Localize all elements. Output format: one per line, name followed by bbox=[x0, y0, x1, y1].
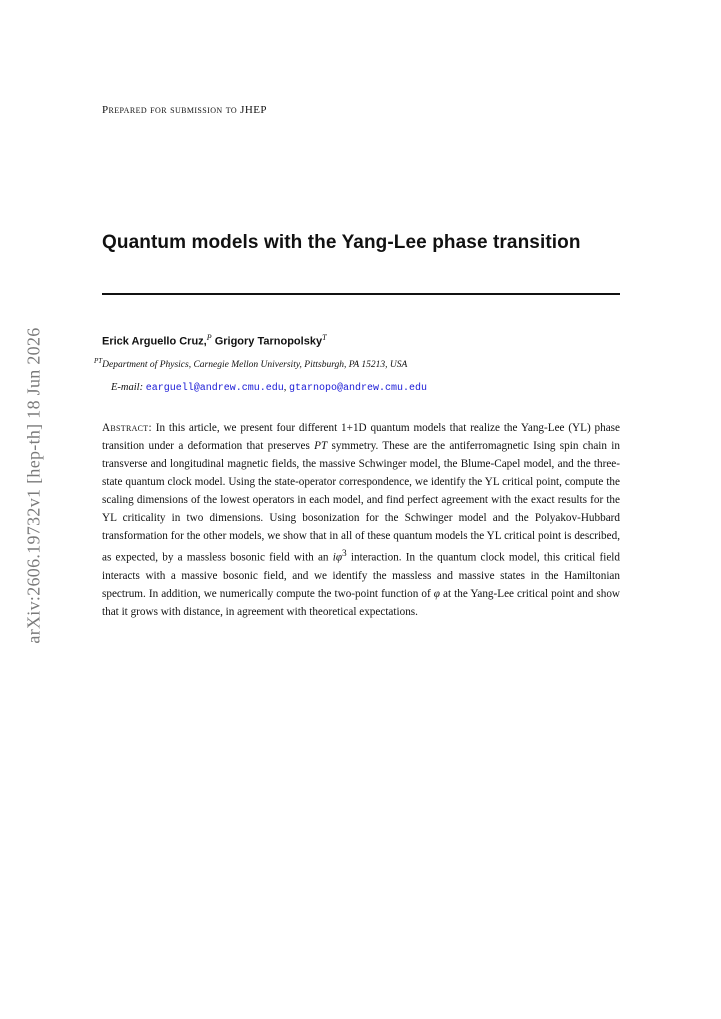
author-list bbox=[102, 333, 327, 348]
pt-symbol: PT bbox=[314, 440, 328, 452]
abstract bbox=[102, 419, 620, 621]
paper-title: Quantum models with the Yang-Lee phase transition bbox=[102, 232, 581, 253]
phi-symbol: φ bbox=[433, 587, 440, 600]
author-affiliation-mark: P bbox=[206, 333, 212, 342]
abstract-text: symmetry. These are the antiferromagnetic Ising spin chain in transverse and longitudinal magnetic fields, the massive Schwinger model, the Blume-Capel model, and the three-state quantum clock model. Using the state-operator correspondence, we identify the YL critical point, compute the scaling dimensions of the lowest operators in each model, and find perfect agreement with the exact results for the YL criticality in two dimensions. Using bosonization for the Schwinger model and the Polyakov-Hubbard transformation for the other models, we show that in all of these quantum models the YL critical point is described, as expected, by a massless bosonic field with an bbox=[102, 440, 620, 564]
arxiv-stamp bbox=[20, 300, 48, 670]
author-affiliation-mark: T bbox=[322, 333, 327, 342]
arxiv-stamp-text: arXiv:2606.19732v1 [hep-th] 18 Jun 2026 bbox=[23, 326, 44, 644]
cube-exponent: 3 bbox=[342, 549, 347, 559]
abstract-text: interaction. In the quantum clock model, this critical field interacts with a massive bosonic field, and we identify the massless and massive states in the Hamiltonian spectrum. In addition, we numerically compute the two-point function of bbox=[102, 551, 620, 600]
submission-note: Prepared for submission to JHEP bbox=[102, 104, 267, 116]
iphi-symbol: iφ bbox=[332, 551, 343, 564]
abstract-label: Abstract: bbox=[102, 422, 152, 434]
email-separator: , bbox=[283, 382, 289, 393]
affiliation-text: Department of Physics, Carnegie Mellon University, Pittsburgh, PA 15213, USA bbox=[102, 360, 408, 371]
abstract-text: In this article, we present four different 1+1D quantum models that realize the Yang-Lee (YL) phase transition under a deformation that preserves bbox=[102, 422, 620, 452]
abstract-text: at the Yang-Lee critical point and show that it grows with distance, in agreement with theoretical expectations. bbox=[102, 587, 620, 618]
author-name: Erick Arguello Cruz, bbox=[102, 335, 207, 348]
email-line bbox=[111, 382, 427, 394]
affiliation-marks: PT bbox=[94, 357, 103, 365]
affiliation bbox=[94, 357, 407, 370]
email-link[interactable]: gtarnopo@andrew.cmu.edu bbox=[288, 383, 428, 394]
title-rule bbox=[102, 293, 620, 295]
author-name: Grigory Tarnopolsky bbox=[214, 335, 323, 348]
email-link[interactable]: earguell@andrew.cmu.edu bbox=[145, 383, 284, 394]
email-label: E-mail: bbox=[111, 382, 144, 393]
